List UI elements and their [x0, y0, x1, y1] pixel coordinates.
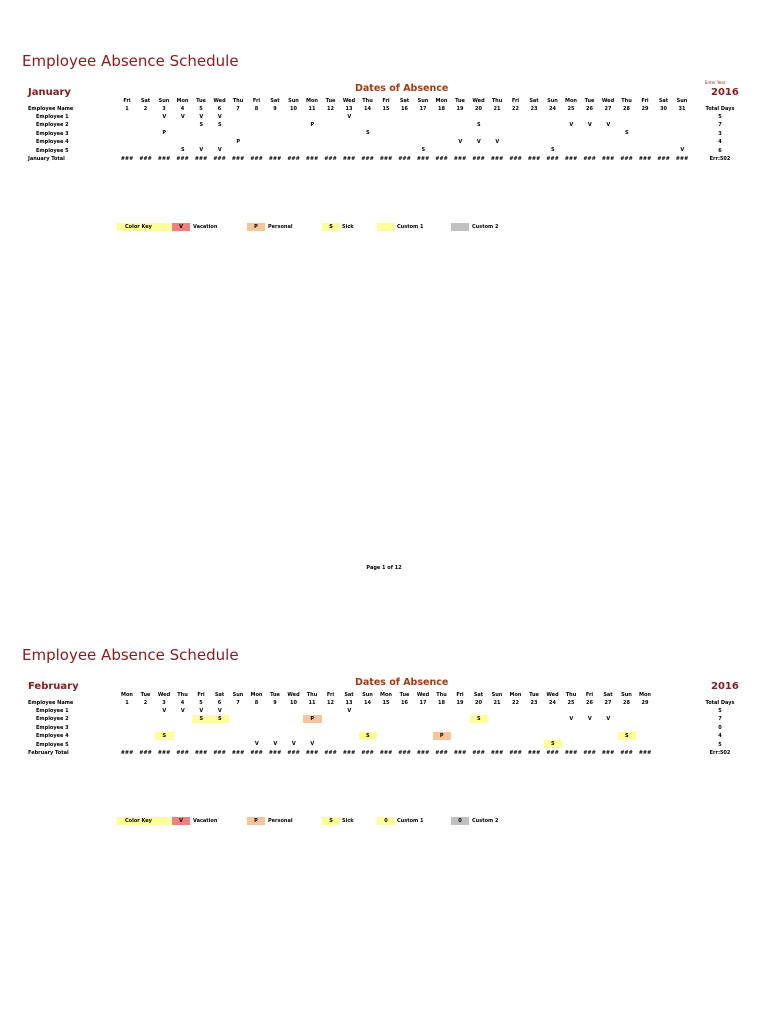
weekday-header: Sat: [658, 98, 669, 104]
daily-total: ###: [213, 750, 226, 756]
day-number: 12: [327, 106, 334, 112]
daily-total: ###: [472, 750, 485, 756]
absence-cell[interactable]: V: [199, 147, 204, 154]
personal-swatch[interactable]: P: [247, 223, 265, 231]
absence-cell[interactable]: V: [310, 741, 315, 748]
weekday-header: Tue: [584, 98, 595, 104]
employee-total: 5: [718, 708, 722, 714]
day-number: 22: [512, 106, 519, 112]
weekday-header: Fri: [382, 98, 390, 104]
day-number: 15: [382, 700, 390, 706]
custom1-key-label: Custom 1: [397, 224, 424, 230]
day-number: 1: [125, 700, 129, 706]
employee-total: 5: [718, 741, 722, 748]
day-number: 17: [419, 700, 427, 706]
absence-cell[interactable]: S: [550, 147, 555, 154]
daily-total: ###: [324, 750, 337, 756]
absence-cell[interactable]: S: [359, 732, 378, 740]
employee-name: Employee 5: [36, 741, 69, 748]
weekday-header: Mon: [306, 98, 318, 104]
custom2-key-label: Custom 2: [472, 818, 499, 824]
day-number: 21: [493, 106, 501, 112]
daily-total: ###: [324, 156, 337, 162]
day-number: 16: [401, 106, 408, 112]
absence-cell[interactable]: S: [470, 715, 489, 723]
daily-total: ###: [620, 750, 633, 756]
day-number: 8: [254, 700, 259, 706]
weekday-header: Thu: [436, 692, 447, 698]
absence-cell[interactable]: P: [303, 715, 322, 723]
day-number: 18: [438, 700, 445, 706]
absence-cell[interactable]: V: [199, 113, 204, 120]
daily-total: ###: [583, 750, 596, 756]
daily-total: ###: [139, 156, 152, 162]
total-days-header: Total Days: [705, 700, 735, 706]
custom1-key-label: Custom 1: [397, 818, 424, 824]
daily-total: ###: [194, 750, 208, 756]
absence-cell[interactable]: S: [618, 732, 637, 740]
day-number: 24: [549, 700, 556, 706]
daily-total: ###: [546, 156, 559, 162]
absence-cell[interactable]: V: [217, 707, 222, 714]
daily-total: ###: [250, 156, 263, 162]
weekday-header: Sat: [399, 98, 410, 104]
daily-total: ###: [157, 156, 171, 162]
weekday-header: Wed: [213, 98, 226, 104]
daily-total: ###: [139, 750, 152, 756]
weekday-header: Sat: [473, 692, 484, 698]
day-number: 4: [180, 700, 185, 706]
daily-total: ###: [453, 750, 467, 756]
day-number: 9: [273, 106, 277, 112]
daily-total: ###: [675, 156, 689, 162]
absence-cell[interactable]: S: [476, 121, 481, 128]
daily-total: ###: [527, 750, 541, 756]
absence-cell[interactable]: V: [180, 707, 185, 714]
weekday-header: Sun: [232, 692, 244, 698]
daily-total: ###: [287, 750, 300, 756]
absence-cell[interactable]: V: [606, 121, 611, 128]
absence-cell[interactable]: S: [199, 121, 204, 128]
weekday-header: Sun: [288, 98, 299, 104]
weekday-header: Thu: [306, 692, 318, 698]
day-number: 6: [217, 700, 222, 706]
dates-of-absence-heading: Dates of Absence: [355, 677, 449, 688]
absence-cell[interactable]: S: [155, 732, 174, 740]
weekday-header: Wed: [601, 98, 615, 104]
weekday-header: Thu: [491, 98, 503, 104]
daily-total: ###: [638, 156, 652, 162]
daily-total: ###: [601, 156, 615, 162]
absence-cell[interactable]: V: [199, 707, 204, 714]
absence-cell[interactable]: S: [544, 740, 563, 748]
day-number: 6: [217, 106, 222, 112]
employee-name: Employee 1: [36, 708, 69, 714]
employee-total: 6: [718, 147, 722, 154]
day-number: 31: [678, 106, 686, 112]
month-total-label: January Total: [28, 156, 65, 162]
day-number: 2: [143, 700, 148, 706]
absence-cell[interactable]: S: [211, 715, 230, 723]
january-sheet: [0, 52, 768, 571]
daily-total: ###: [509, 156, 522, 162]
enter-year-label: Enter Year:: [705, 80, 727, 85]
day-number: 27: [604, 700, 612, 706]
daily-total: ###: [398, 750, 411, 756]
day-number: 25: [567, 106, 575, 112]
employee-name: Employee 3: [36, 130, 69, 137]
day-number: 30: [660, 106, 667, 112]
daily-total: ###: [435, 156, 448, 162]
day-number: 24: [549, 106, 556, 112]
employee-total: 4: [718, 139, 722, 146]
sick-key-label: Sick: [342, 818, 354, 824]
daily-total: ###: [564, 750, 578, 756]
day-number: 23: [530, 106, 538, 112]
weekday-header: Thu: [177, 692, 188, 698]
page-number: Page 1 of 12: [366, 565, 402, 571]
daily-total: ###: [657, 156, 670, 162]
absence-cell[interactable]: S: [217, 121, 222, 128]
absence-cell[interactable]: V: [495, 138, 500, 145]
day-number: 26: [586, 700, 593, 706]
absence-cell[interactable]: V: [587, 121, 592, 128]
weekday-header: Sun: [491, 692, 503, 698]
daily-total: ###: [342, 750, 356, 756]
weekday-header: Mon: [435, 98, 448, 104]
daily-total: ###: [509, 750, 522, 756]
daily-total: ###: [176, 156, 189, 162]
daily-total: ###: [398, 156, 411, 162]
absence-cell[interactable]: V: [587, 715, 592, 722]
sick-key-label: Sick: [342, 224, 354, 230]
daily-total: ###: [472, 156, 485, 162]
year-value: 2016: [711, 681, 739, 692]
month-total-label: February Total: [28, 750, 69, 756]
absence-cell[interactable]: S: [192, 715, 211, 723]
daily-total: ###: [157, 750, 171, 756]
day-number: 14: [364, 700, 371, 706]
weekday-header: Tue: [140, 692, 151, 698]
day-number: 2: [143, 106, 148, 112]
daily-total: ###: [120, 156, 134, 162]
daily-total: ###: [213, 156, 226, 162]
dates-of-absence-heading: Dates of Absence: [355, 83, 449, 94]
weekday-header: Mon: [176, 98, 189, 104]
weekday-header: Fri: [511, 98, 520, 104]
vacation-key-label: Vacation: [193, 818, 218, 824]
vacation-swatch[interactable]: V: [172, 223, 190, 231]
personal-swatch[interactable]: P: [247, 817, 265, 825]
page-title: Employee Absence Schedule: [22, 52, 239, 70]
year-input[interactable]: 2016: [711, 87, 739, 98]
day-number: 18: [438, 106, 445, 112]
daily-total: ###: [527, 156, 541, 162]
daily-total: ###: [638, 750, 652, 756]
weekday-header: Sun: [417, 98, 429, 104]
daily-total: ###: [287, 156, 300, 162]
custom2-swatch[interactable]: 0: [451, 817, 469, 825]
absence-cell[interactable]: V: [273, 741, 278, 748]
weekday-header: Sun: [158, 98, 170, 104]
daily-total: ###: [176, 750, 189, 756]
absence-cell[interactable]: P: [310, 121, 315, 128]
employee-name: Employee 4: [36, 139, 69, 146]
color-key-label: Color Key: [117, 817, 171, 825]
weekday-header: Sat: [214, 692, 225, 698]
employee-total: 0: [718, 724, 722, 731]
weekday-header: Tue: [196, 98, 206, 104]
day-number: 13: [345, 700, 353, 706]
daily-total: ###: [120, 750, 134, 756]
weekday-header: Wed: [287, 692, 300, 698]
absence-cell[interactable]: V: [180, 113, 185, 120]
day-number: 5: [199, 106, 203, 112]
daily-total: ###: [435, 750, 448, 756]
grand-total: Err:502: [709, 156, 731, 162]
daily-total: ###: [231, 156, 245, 162]
vacation-key-label: Vacation: [193, 224, 218, 230]
personal-key-label: Personal: [268, 224, 293, 230]
weekday-header: Mon: [380, 692, 392, 698]
day-number: 11: [308, 700, 316, 706]
weekday-header: Fri: [326, 692, 335, 698]
day-number: 16: [401, 700, 408, 706]
absence-cell[interactable]: P: [433, 732, 452, 740]
weekday-header: Wed: [416, 692, 430, 698]
custom2-swatch[interactable]: [451, 223, 469, 231]
february-sheet: [0, 646, 768, 1016]
employee-total: 7: [718, 716, 722, 723]
day-number: 22: [512, 700, 519, 706]
page-title: Employee Absence Schedule: [22, 646, 239, 664]
day-number: 23: [530, 700, 538, 706]
absence-cell[interactable]: V: [162, 113, 167, 120]
day-number: 28: [623, 106, 630, 112]
day-number: 26: [586, 106, 593, 112]
weekday-header: Thu: [621, 98, 632, 104]
absence-cell[interactable]: V: [680, 147, 685, 154]
day-number: 25: [567, 700, 575, 706]
weekday-header: Thu: [565, 692, 577, 698]
sick-swatch[interactable]: S: [322, 223, 340, 231]
employee-name-header: Employee Name: [28, 106, 74, 112]
daily-total: ###: [231, 750, 245, 756]
employee-total: 3: [718, 130, 722, 137]
employee-name: Employee 2: [36, 122, 69, 129]
absence-cell[interactable]: V: [458, 138, 463, 145]
day-number: 4: [180, 106, 185, 112]
daily-total: ###: [361, 156, 374, 162]
employee-total: 4: [718, 733, 722, 740]
day-number: 20: [475, 106, 482, 112]
day-number: 7: [236, 700, 240, 706]
day-number: 3: [162, 106, 166, 112]
daily-total: ###: [268, 156, 282, 162]
daily-total: ###: [361, 750, 374, 756]
daily-total: ###: [379, 750, 393, 756]
weekday-header: Wed: [472, 98, 485, 104]
absence-cell[interactable]: V: [291, 741, 296, 748]
absence-cell[interactable]: V: [162, 707, 167, 714]
weekday-header: Sat: [270, 98, 280, 104]
weekday-header: Sun: [547, 98, 558, 104]
daily-total: ###: [490, 750, 504, 756]
day-number: 3: [162, 700, 166, 706]
weekday-header: Tue: [455, 98, 465, 104]
absence-cell[interactable]: S: [365, 130, 370, 137]
daily-total: ###: [305, 156, 319, 162]
weekday-header: Fri: [585, 692, 594, 698]
absence-cell[interactable]: V: [476, 138, 481, 145]
day-number: 29: [641, 700, 649, 706]
daily-total: ###: [379, 156, 393, 162]
color-key-label: Color Key: [117, 223, 171, 231]
day-number: 29: [641, 106, 649, 112]
absence-cell[interactable]: V: [254, 741, 259, 748]
absence-cell[interactable]: V: [569, 715, 574, 722]
employee-name: Employee 4: [36, 733, 69, 740]
weekday-header: Sun: [362, 692, 373, 698]
daily-total: ###: [620, 156, 633, 162]
absence-cell[interactable]: P: [162, 130, 167, 137]
day-number: 8: [254, 106, 259, 112]
daily-total: ###: [564, 156, 578, 162]
day-number: 19: [456, 106, 464, 112]
absence-cell[interactable]: S: [624, 130, 629, 137]
sick-swatch[interactable]: S: [322, 817, 340, 825]
weekday-header: Thu: [362, 98, 373, 104]
daily-total: ###: [546, 750, 559, 756]
custom2-key-label: Custom 2: [472, 224, 499, 230]
weekday-header: Tue: [325, 98, 336, 104]
custom1-swatch[interactable]: 0: [377, 817, 395, 825]
employee-total: 7: [718, 122, 722, 129]
weekday-header: Wed: [342, 98, 356, 104]
daily-total: ###: [194, 156, 208, 162]
day-number: 20: [475, 700, 482, 706]
absence-cell[interactable]: V: [569, 121, 574, 128]
weekday-header: Wed: [157, 692, 171, 698]
daily-total: ###: [268, 750, 282, 756]
month-name: February: [28, 681, 79, 692]
weekday-header: Mon: [250, 692, 263, 698]
vacation-swatch[interactable]: V: [172, 817, 190, 825]
day-number: 28: [623, 700, 630, 706]
weekday-header: Wed: [546, 692, 559, 698]
weekday-header: Fri: [252, 98, 261, 104]
employee-total: 5: [718, 114, 722, 120]
day-number: 19: [456, 700, 464, 706]
daily-total: ###: [490, 156, 504, 162]
weekday-header: Tue: [529, 692, 539, 698]
daily-total: ###: [601, 750, 615, 756]
absence-cell[interactable]: V: [347, 707, 352, 714]
weekday-header: Fri: [456, 692, 464, 698]
weekday-header: Fri: [641, 98, 649, 104]
weekday-header: Mon: [565, 98, 577, 104]
month-name: January: [28, 87, 71, 98]
weekday-header: Fri: [123, 98, 131, 104]
day-number: 7: [236, 106, 240, 112]
day-number: 15: [382, 106, 390, 112]
weekday-header: Sun: [676, 98, 688, 104]
day-number: 5: [199, 700, 203, 706]
employee-name-header: Employee Name: [28, 700, 74, 706]
weekday-header: Tue: [399, 692, 410, 698]
absence-cell[interactable]: V: [217, 113, 222, 120]
weekday-header: Sat: [603, 692, 613, 698]
daily-total: ###: [453, 156, 467, 162]
day-number: 13: [345, 106, 353, 112]
employee-name: Employee 3: [36, 724, 69, 731]
weekday-header: Fri: [197, 692, 205, 698]
weekday-header: Sat: [529, 98, 539, 104]
weekday-header: Sat: [140, 98, 151, 104]
daily-total: ###: [305, 750, 319, 756]
day-number: 10: [290, 106, 297, 112]
employee-name: Employee 2: [36, 716, 69, 723]
personal-key-label: Personal: [268, 818, 293, 824]
day-number: 1: [125, 106, 129, 112]
custom1-swatch[interactable]: [377, 223, 395, 231]
grand-total: Err:502: [709, 750, 731, 756]
daily-total: ###: [416, 156, 430, 162]
day-number: 17: [419, 106, 427, 112]
daily-total: ###: [250, 750, 263, 756]
weekday-header: Sat: [344, 692, 354, 698]
absence-cell[interactable]: V: [606, 715, 611, 722]
employee-name: Employee 5: [36, 147, 69, 154]
absence-cell[interactable]: S: [421, 147, 426, 154]
day-number: 21: [493, 700, 501, 706]
absence-cell[interactable]: V: [347, 113, 352, 120]
weekday-header: Mon: [639, 692, 651, 698]
weekday-header: Thu: [232, 98, 244, 104]
absence-cell[interactable]: V: [217, 147, 222, 154]
day-number: 12: [327, 700, 334, 706]
day-number: 9: [273, 700, 277, 706]
daily-total: ###: [416, 750, 430, 756]
weekday-header: Mon: [121, 692, 133, 698]
absence-cell[interactable]: P: [236, 138, 241, 145]
weekday-header: Sun: [621, 692, 632, 698]
day-number: 10: [290, 700, 297, 706]
daily-total: ###: [583, 156, 596, 162]
absence-cell[interactable]: S: [180, 147, 185, 154]
weekday-header: Tue: [270, 692, 280, 698]
day-number: 27: [604, 106, 612, 112]
daily-total: ###: [342, 156, 356, 162]
total-days-header: Total Days: [705, 106, 735, 112]
weekday-header: Mon: [509, 692, 522, 698]
employee-name: Employee 1: [36, 114, 69, 120]
day-number: 11: [308, 106, 316, 112]
day-number: 14: [364, 106, 371, 112]
